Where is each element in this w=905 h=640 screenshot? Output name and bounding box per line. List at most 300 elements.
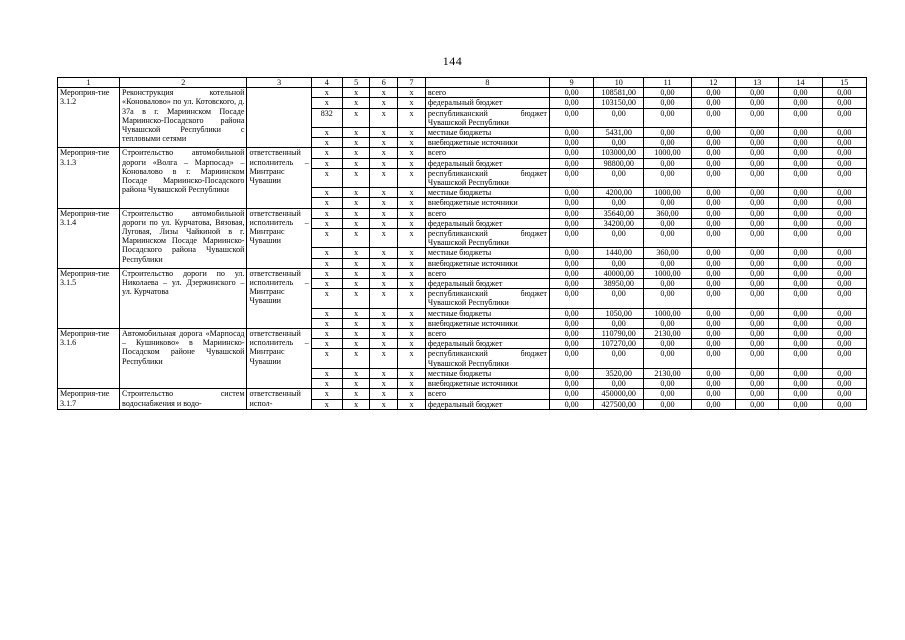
code-cell: x bbox=[370, 339, 398, 349]
funding-source-cell: местные бюджеты bbox=[425, 368, 549, 378]
funding-source-cell: федеральный бюджет bbox=[425, 279, 549, 289]
code-cell: x bbox=[370, 148, 398, 158]
funding-source-cell: всего bbox=[425, 88, 549, 98]
funding-source-cell: республиканский бюджет Чувашской Республики bbox=[425, 168, 549, 187]
value-cell: 0,00 bbox=[691, 248, 735, 258]
code-cell: x bbox=[398, 218, 426, 228]
value-cell: 0,00 bbox=[691, 229, 735, 248]
code-cell: x bbox=[398, 188, 426, 198]
table-row bbox=[58, 148, 867, 158]
value-cell: 0,00 bbox=[691, 218, 735, 228]
value-cell: 0,00 bbox=[779, 248, 822, 258]
value-cell: 0,00 bbox=[779, 88, 822, 98]
code-cell: x bbox=[311, 208, 342, 218]
value-cell: 0,00 bbox=[736, 158, 779, 168]
value-cell: 0,00 bbox=[644, 399, 692, 409]
value-cell: 0,00 bbox=[822, 198, 866, 208]
code-cell: x bbox=[398, 229, 426, 248]
code-cell: x bbox=[370, 268, 398, 278]
value-cell: 0,00 bbox=[691, 318, 735, 328]
value-cell: 0,00 bbox=[736, 138, 779, 148]
value-cell: 110790,00 bbox=[594, 329, 644, 339]
code-cell: x bbox=[342, 258, 370, 268]
funding-source-cell: всего bbox=[425, 268, 549, 278]
code-cell: x bbox=[342, 289, 370, 308]
value-cell: 0,00 bbox=[822, 268, 866, 278]
code-cell: x bbox=[370, 329, 398, 339]
value-cell: 1050,00 bbox=[594, 308, 644, 318]
column-header: 8 bbox=[425, 78, 549, 88]
value-cell: 0,00 bbox=[736, 88, 779, 98]
value-cell: 0,00 bbox=[644, 389, 692, 399]
value-cell: 98800,00 bbox=[594, 158, 644, 168]
code-cell: x bbox=[311, 248, 342, 258]
value-cell: 0,00 bbox=[736, 289, 779, 308]
value-cell: 0,00 bbox=[549, 208, 593, 218]
value-cell: 0,00 bbox=[549, 279, 593, 289]
value-cell: 0,00 bbox=[594, 108, 644, 127]
code-cell: x bbox=[370, 229, 398, 248]
code-cell: x bbox=[342, 368, 370, 378]
code-cell: x bbox=[370, 318, 398, 328]
value-cell: 0,00 bbox=[691, 279, 735, 289]
code-cell: x bbox=[311, 188, 342, 198]
code-cell: x bbox=[311, 339, 342, 349]
activity-id-cell: Мероприя-тие 3.1.3 bbox=[58, 148, 120, 208]
code-cell: x bbox=[311, 98, 342, 108]
code-cell: x bbox=[370, 98, 398, 108]
value-cell: 0,00 bbox=[779, 268, 822, 278]
code-cell: x bbox=[398, 258, 426, 268]
code-cell: x bbox=[342, 349, 370, 368]
value-cell: 0,00 bbox=[822, 88, 866, 98]
value-cell: 0,00 bbox=[691, 399, 735, 409]
value-cell: 0,00 bbox=[549, 268, 593, 278]
code-cell: x bbox=[398, 308, 426, 318]
value-cell: 0,00 bbox=[644, 218, 692, 228]
value-cell: 0,00 bbox=[594, 138, 644, 148]
column-header: 3 bbox=[247, 78, 311, 88]
value-cell: 0,00 bbox=[549, 248, 593, 258]
code-cell: x bbox=[370, 379, 398, 389]
funding-source-cell: федеральный бюджет bbox=[425, 98, 549, 108]
value-cell: 0,00 bbox=[691, 289, 735, 308]
code-cell: x bbox=[311, 198, 342, 208]
activity-name-cell: Строительство систем водоснабжения и водо- bbox=[120, 389, 247, 409]
value-cell: 0,00 bbox=[644, 198, 692, 208]
code-cell: x bbox=[370, 289, 398, 308]
code-cell: x bbox=[398, 128, 426, 138]
code-cell: x bbox=[398, 339, 426, 349]
value-cell: 0,00 bbox=[736, 389, 779, 399]
code-cell: x bbox=[342, 168, 370, 187]
code-cell: x bbox=[342, 98, 370, 108]
value-cell: 0,00 bbox=[779, 108, 822, 127]
value-cell: 0,00 bbox=[822, 289, 866, 308]
value-cell: 0,00 bbox=[549, 349, 593, 368]
code-cell: x bbox=[311, 279, 342, 289]
funding-source-cell: федеральный бюджет bbox=[425, 399, 549, 409]
value-cell: 0,00 bbox=[822, 339, 866, 349]
code-cell: x bbox=[370, 368, 398, 378]
value-cell: 0,00 bbox=[736, 349, 779, 368]
value-cell: 0,00 bbox=[594, 289, 644, 308]
value-cell: 0,00 bbox=[736, 368, 779, 378]
value-cell: 0,00 bbox=[691, 128, 735, 138]
value-cell: 0,00 bbox=[594, 229, 644, 248]
value-cell: 450000,00 bbox=[594, 389, 644, 399]
code-cell: x bbox=[398, 399, 426, 409]
code-cell: x bbox=[311, 389, 342, 399]
value-cell: 0,00 bbox=[594, 258, 644, 268]
value-cell: 0,00 bbox=[691, 308, 735, 318]
value-cell: 0,00 bbox=[779, 148, 822, 158]
executor-cell bbox=[247, 88, 311, 148]
code-cell: x bbox=[342, 389, 370, 399]
value-cell: 0,00 bbox=[691, 88, 735, 98]
column-header: 11 bbox=[644, 78, 692, 88]
header-row bbox=[58, 78, 867, 88]
code-cell: x bbox=[342, 218, 370, 228]
value-cell: 0,00 bbox=[644, 379, 692, 389]
value-cell: 0,00 bbox=[549, 148, 593, 158]
value-cell: 0,00 bbox=[779, 198, 822, 208]
value-cell: 0,00 bbox=[644, 108, 692, 127]
code-cell: x bbox=[311, 379, 342, 389]
code-cell: x bbox=[398, 148, 426, 158]
value-cell: 1000,00 bbox=[644, 268, 692, 278]
code-cell: x bbox=[311, 128, 342, 138]
value-cell: 0,00 bbox=[736, 218, 779, 228]
funding-source-cell: местные бюджеты bbox=[425, 188, 549, 198]
value-cell: 4200,00 bbox=[594, 188, 644, 198]
funding-source-cell: местные бюджеты bbox=[425, 128, 549, 138]
value-cell: 0,00 bbox=[822, 208, 866, 218]
value-cell: 0,00 bbox=[822, 258, 866, 268]
value-cell: 0,00 bbox=[736, 318, 779, 328]
code-cell: x bbox=[342, 128, 370, 138]
value-cell: 1000,00 bbox=[644, 188, 692, 198]
column-header: 1 bbox=[58, 78, 120, 88]
code-cell: x bbox=[370, 188, 398, 198]
funding-source-cell: всего bbox=[425, 329, 549, 339]
value-cell: 0,00 bbox=[549, 98, 593, 108]
value-cell: 0,00 bbox=[822, 148, 866, 158]
value-cell: 103150,00 bbox=[594, 98, 644, 108]
code-cell: x bbox=[311, 88, 342, 98]
value-cell: 0,00 bbox=[736, 329, 779, 339]
code-cell: x bbox=[398, 248, 426, 258]
value-cell: 0,00 bbox=[691, 138, 735, 148]
value-cell: 0,00 bbox=[779, 158, 822, 168]
column-header: 6 bbox=[370, 78, 398, 88]
code-cell: x bbox=[342, 318, 370, 328]
executor-cell: ответственный исполнитель – Минтранс Чувашии bbox=[247, 268, 311, 328]
code-cell: x bbox=[398, 98, 426, 108]
value-cell: 0,00 bbox=[779, 349, 822, 368]
code-cell: x bbox=[342, 188, 370, 198]
value-cell: 0,00 bbox=[691, 208, 735, 218]
table-row bbox=[58, 208, 867, 218]
code-cell: x bbox=[342, 308, 370, 318]
executor-cell: ответственный исполнитель – Минтранс Чувашии bbox=[247, 208, 311, 268]
code-cell: x bbox=[398, 329, 426, 339]
code-cell: x bbox=[370, 218, 398, 228]
value-cell: 0,00 bbox=[594, 349, 644, 368]
value-cell: 0,00 bbox=[736, 399, 779, 409]
code-cell: x bbox=[398, 88, 426, 98]
value-cell: 0,00 bbox=[822, 218, 866, 228]
value-cell: 0,00 bbox=[736, 308, 779, 318]
value-cell: 0,00 bbox=[822, 279, 866, 289]
value-cell: 0,00 bbox=[736, 258, 779, 268]
value-cell: 0,00 bbox=[549, 218, 593, 228]
value-cell: 0,00 bbox=[691, 268, 735, 278]
activity-id-cell: Мероприя-тие 3.1.2 bbox=[58, 88, 120, 148]
executor-cell: ответственный исполнитель – Минтранс Чувашии bbox=[247, 329, 311, 389]
column-header: 14 bbox=[779, 78, 822, 88]
code-cell: x bbox=[370, 279, 398, 289]
executor-cell: ответственный исполнитель – Минтранс Чувашии bbox=[247, 148, 311, 208]
funding-source-cell: внебюджетные источники bbox=[425, 138, 549, 148]
value-cell: 0,00 bbox=[779, 168, 822, 187]
column-header: 12 bbox=[691, 78, 735, 88]
value-cell: 0,00 bbox=[549, 329, 593, 339]
value-cell: 0,00 bbox=[779, 399, 822, 409]
funding-source-cell: местные бюджеты bbox=[425, 308, 549, 318]
value-cell: 0,00 bbox=[691, 329, 735, 339]
value-cell: 0,00 bbox=[822, 168, 866, 187]
value-cell: 0,00 bbox=[644, 289, 692, 308]
funding-source-cell: федеральный бюджет bbox=[425, 339, 549, 349]
code-cell: x bbox=[311, 329, 342, 339]
code-cell: x bbox=[342, 158, 370, 168]
code-cell: x bbox=[398, 108, 426, 127]
funding-source-cell: республиканский бюджет Чувашской Республики bbox=[425, 229, 549, 248]
value-cell: 0,00 bbox=[822, 379, 866, 389]
column-header: 7 bbox=[398, 78, 426, 88]
code-cell: x bbox=[342, 148, 370, 158]
code-cell: x bbox=[370, 88, 398, 98]
value-cell: 2130,00 bbox=[644, 329, 692, 339]
code-cell: x bbox=[342, 208, 370, 218]
code-cell: x bbox=[398, 168, 426, 187]
code-cell: x bbox=[342, 379, 370, 389]
value-cell: 0,00 bbox=[691, 158, 735, 168]
column-header: 15 bbox=[822, 78, 866, 88]
value-cell: 0,00 bbox=[644, 98, 692, 108]
table-body bbox=[58, 88, 867, 410]
code-cell: x bbox=[342, 279, 370, 289]
value-cell: 0,00 bbox=[594, 168, 644, 187]
value-cell: 0,00 bbox=[691, 339, 735, 349]
code-cell: x bbox=[370, 389, 398, 399]
value-cell: 0,00 bbox=[691, 258, 735, 268]
value-cell: 0,00 bbox=[594, 379, 644, 389]
value-cell: 0,00 bbox=[736, 198, 779, 208]
funding-source-cell: всего bbox=[425, 389, 549, 399]
value-cell: 0,00 bbox=[644, 158, 692, 168]
value-cell: 0,00 bbox=[779, 218, 822, 228]
code-cell: x bbox=[342, 399, 370, 409]
value-cell: 0,00 bbox=[644, 339, 692, 349]
budget-table bbox=[57, 77, 867, 410]
value-cell: 0,00 bbox=[736, 98, 779, 108]
value-cell: 0,00 bbox=[644, 279, 692, 289]
value-cell: 2130,00 bbox=[644, 368, 692, 378]
code-cell: x bbox=[398, 138, 426, 148]
value-cell: 0,00 bbox=[822, 158, 866, 168]
value-cell: 0,00 bbox=[736, 268, 779, 278]
value-cell: 0,00 bbox=[736, 148, 779, 158]
column-header: 5 bbox=[342, 78, 370, 88]
code-cell: x bbox=[311, 399, 342, 409]
code-cell: x bbox=[311, 268, 342, 278]
code-cell: x bbox=[398, 279, 426, 289]
activity-name-cell: Автомобильная дорога «Марпосад – Кушниково» в Мариинско-Посадском районе Чувашской Республики bbox=[120, 329, 247, 389]
value-cell: 0,00 bbox=[644, 229, 692, 248]
value-cell: 0,00 bbox=[822, 349, 866, 368]
code-cell: x bbox=[311, 168, 342, 187]
value-cell: 0,00 bbox=[822, 188, 866, 198]
activity-name-cell: Реконструкция котельной «Коновалово» по ул. Котовского, д. 37а в г. Мариинском Посаде Мариинско-Посадского района Чувашской Республики с тепловыми сетями bbox=[120, 88, 247, 148]
value-cell: 0,00 bbox=[644, 349, 692, 368]
value-cell: 0,00 bbox=[549, 308, 593, 318]
code-cell: x bbox=[342, 339, 370, 349]
executor-cell: ответственный испол- bbox=[247, 389, 311, 409]
value-cell: 0,00 bbox=[779, 389, 822, 399]
code-cell: 832 bbox=[311, 108, 342, 127]
funding-source-cell: всего bbox=[425, 208, 549, 218]
code-cell: x bbox=[370, 308, 398, 318]
value-cell: 0,00 bbox=[549, 389, 593, 399]
value-cell: 0,00 bbox=[736, 279, 779, 289]
value-cell: 0,00 bbox=[779, 318, 822, 328]
column-header: 10 bbox=[594, 78, 644, 88]
code-cell: x bbox=[342, 268, 370, 278]
value-cell: 360,00 bbox=[644, 208, 692, 218]
code-cell: x bbox=[398, 368, 426, 378]
value-cell: 0,00 bbox=[822, 138, 866, 148]
code-cell: x bbox=[311, 368, 342, 378]
column-header: 4 bbox=[311, 78, 342, 88]
value-cell: 0,00 bbox=[549, 399, 593, 409]
code-cell: x bbox=[311, 148, 342, 158]
code-cell: x bbox=[398, 389, 426, 399]
activity-id-cell: Мероприя-тие 3.1.5 bbox=[58, 268, 120, 328]
value-cell: 0,00 bbox=[779, 188, 822, 198]
code-cell: x bbox=[398, 349, 426, 368]
code-cell: x bbox=[398, 318, 426, 328]
code-cell: x bbox=[342, 198, 370, 208]
activity-id-cell: Мероприя-тие 3.1.4 bbox=[58, 208, 120, 268]
value-cell: 0,00 bbox=[822, 128, 866, 138]
value-cell: 103000,00 bbox=[594, 148, 644, 158]
value-cell: 0,00 bbox=[549, 108, 593, 127]
funding-source-cell: республиканский бюджет Чувашской Республики bbox=[425, 108, 549, 127]
value-cell: 360,00 bbox=[644, 248, 692, 258]
value-cell: 0,00 bbox=[822, 329, 866, 339]
column-header: 2 bbox=[120, 78, 247, 88]
value-cell: 0,00 bbox=[779, 289, 822, 308]
table-row bbox=[58, 88, 867, 98]
code-cell: x bbox=[342, 88, 370, 98]
value-cell: 0,00 bbox=[822, 389, 866, 399]
value-cell: 0,00 bbox=[822, 308, 866, 318]
value-cell: 0,00 bbox=[549, 138, 593, 148]
code-cell: x bbox=[370, 258, 398, 268]
value-cell: 0,00 bbox=[549, 188, 593, 198]
funding-source-cell: федеральный бюджет bbox=[425, 218, 549, 228]
value-cell: 0,00 bbox=[779, 208, 822, 218]
code-cell: x bbox=[398, 198, 426, 208]
funding-source-cell: местные бюджеты bbox=[425, 248, 549, 258]
value-cell: 0,00 bbox=[691, 98, 735, 108]
value-cell: 1440,00 bbox=[594, 248, 644, 258]
value-cell: 1000,00 bbox=[644, 308, 692, 318]
value-cell: 0,00 bbox=[594, 198, 644, 208]
code-cell: x bbox=[370, 128, 398, 138]
value-cell: 0,00 bbox=[549, 158, 593, 168]
value-cell: 0,00 bbox=[691, 379, 735, 389]
code-cell: x bbox=[370, 108, 398, 127]
funding-source-cell: всего bbox=[425, 148, 549, 158]
activity-name-cell: Строительство дороги по ул. Николаева – ул. Дзержинского – ул. Курчатова bbox=[120, 268, 247, 328]
code-cell: x bbox=[370, 399, 398, 409]
value-cell: 0,00 bbox=[549, 168, 593, 187]
value-cell: 0,00 bbox=[691, 389, 735, 399]
value-cell: 0,00 bbox=[779, 128, 822, 138]
table-row bbox=[58, 268, 867, 278]
page-number: 144 bbox=[442, 54, 463, 68]
value-cell: 0,00 bbox=[691, 198, 735, 208]
value-cell: 35640,00 bbox=[594, 208, 644, 218]
value-cell: 0,00 bbox=[549, 379, 593, 389]
value-cell: 0,00 bbox=[549, 88, 593, 98]
value-cell: 38950,00 bbox=[594, 279, 644, 289]
value-cell: 0,00 bbox=[736, 108, 779, 127]
value-cell: 0,00 bbox=[549, 128, 593, 138]
value-cell: 0,00 bbox=[779, 379, 822, 389]
value-cell: 0,00 bbox=[644, 258, 692, 268]
value-cell: 0,00 bbox=[822, 98, 866, 108]
code-cell: x bbox=[311, 258, 342, 268]
value-cell: 0,00 bbox=[549, 258, 593, 268]
code-cell: x bbox=[342, 229, 370, 248]
value-cell: 108581,00 bbox=[594, 88, 644, 98]
value-cell: 107270,00 bbox=[594, 339, 644, 349]
value-cell: 0,00 bbox=[822, 108, 866, 127]
value-cell: 0,00 bbox=[779, 258, 822, 268]
code-cell: x bbox=[370, 138, 398, 148]
activity-id-cell: Мероприя-тие 3.1.7 bbox=[58, 389, 120, 409]
value-cell: 5431,00 bbox=[594, 128, 644, 138]
value-cell: 0,00 bbox=[779, 279, 822, 289]
value-cell: 0,00 bbox=[691, 188, 735, 198]
value-cell: 0,00 bbox=[644, 88, 692, 98]
code-cell: x bbox=[311, 218, 342, 228]
value-cell: 0,00 bbox=[822, 248, 866, 258]
value-cell: 0,00 bbox=[736, 168, 779, 187]
funding-source-cell: внебюджетные источники bbox=[425, 198, 549, 208]
code-cell: x bbox=[311, 138, 342, 148]
value-cell: 0,00 bbox=[644, 138, 692, 148]
value-cell: 0,00 bbox=[594, 318, 644, 328]
value-cell: 0,00 bbox=[644, 128, 692, 138]
code-cell: x bbox=[398, 158, 426, 168]
value-cell: 0,00 bbox=[822, 318, 866, 328]
value-cell: 0,00 bbox=[736, 379, 779, 389]
